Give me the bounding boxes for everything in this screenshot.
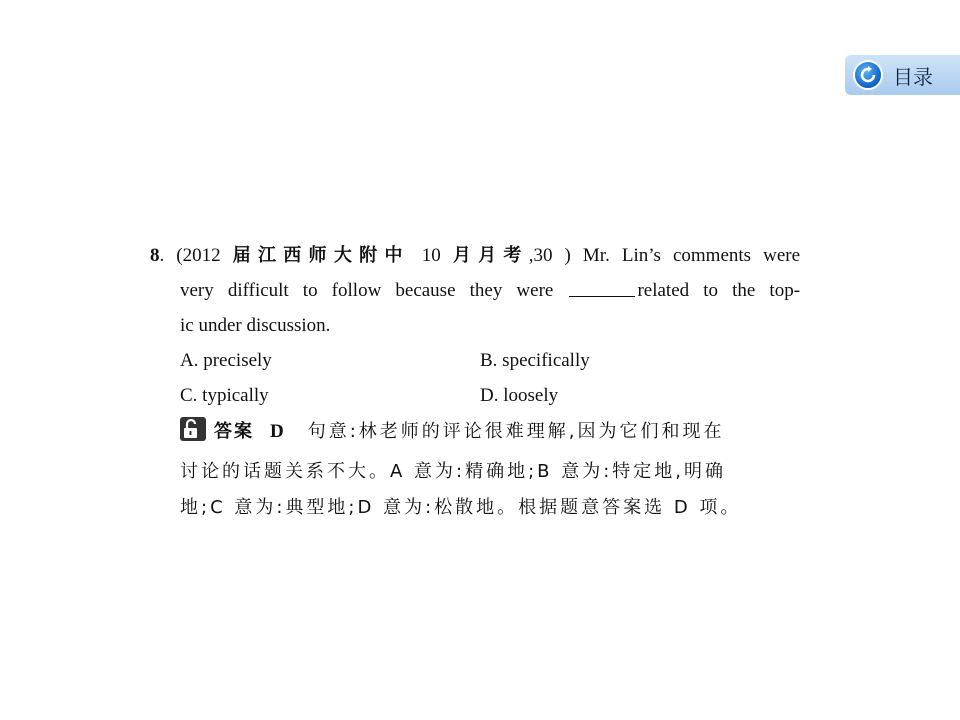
answer-letter: D (270, 421, 284, 442)
answer-block (180, 414, 795, 526)
source-year: 2012 (182, 245, 233, 266)
question-text-3: ic under discussion. (180, 315, 331, 336)
option-c: C. typically (180, 385, 269, 406)
answer-blank (569, 278, 635, 297)
option-b: B. specifically (480, 350, 590, 371)
option-a: A. precisely (180, 350, 272, 371)
source-school: 届江西师大附中 (232, 245, 410, 266)
answer-title: 答案 (214, 421, 254, 442)
options-grid (150, 343, 800, 413)
question-line-2 (150, 273, 800, 308)
answer-line-2: 讨论的话题关系不大。A 意为:精确地;B 意为:特定地,明确 (180, 461, 727, 482)
toc-label: 目录 (893, 64, 933, 89)
source-num: 10 (409, 245, 453, 266)
toc-button[interactable] (845, 55, 960, 95)
source-close: ,30 ) (528, 245, 571, 266)
source-exam: 月月考 (452, 245, 529, 266)
option-d: D. loosely (480, 385, 559, 406)
answer-line-3: 地;C 意为:典型地;D 意为:松散地。根据题意答案选 D 项。 (180, 497, 742, 518)
refresh-icon (853, 60, 883, 90)
question-text-2b: related to the top- (637, 280, 801, 301)
unlock-icon (180, 417, 206, 454)
source-open: . ( (159, 245, 183, 266)
answer-line-1 (180, 414, 795, 454)
question-text-2a: very difficult to follow because they were (180, 280, 554, 301)
question-line-3 (150, 308, 800, 343)
question-text-1: Mr. Lin’s comments were (582, 245, 801, 266)
answer-text-1: 句意:林老师的评论很难理解,因为它们和现在 (307, 421, 725, 442)
question-block (150, 238, 800, 413)
question-line-1 (150, 238, 800, 273)
question-number: 8 (150, 245, 160, 266)
